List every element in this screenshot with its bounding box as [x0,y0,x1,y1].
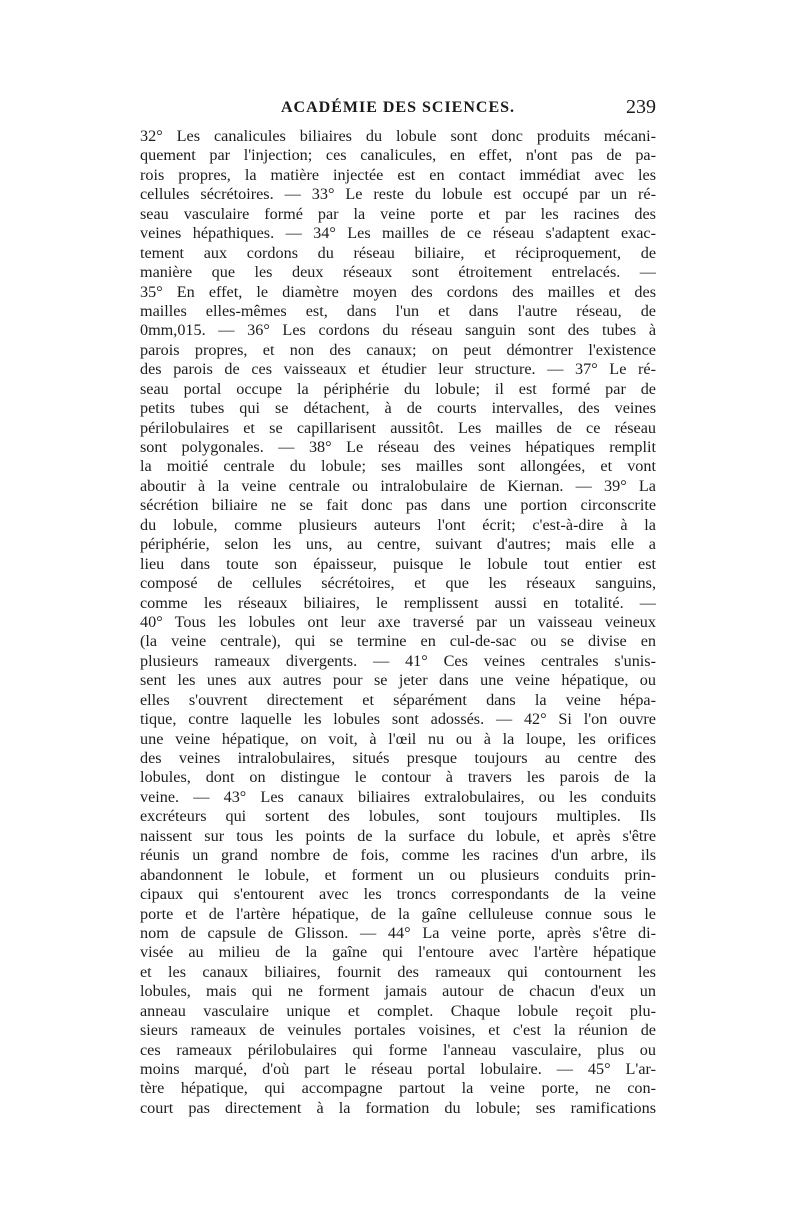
page-number: 239 [626,96,656,118]
page-header [140,96,656,122]
text-line: mailles elles-mêmes est, dans l'un et dans l'autre réseau, de [140,301,656,320]
text-line: cellules sécrétoires. — 33° Le reste du lobule est occupé par un ré- [140,185,656,204]
text-line: excréteurs qui sortent des lobules, sont toujours multiples. Ils [140,807,656,826]
text-line: du lobule, comme plusieurs auteurs l'ont écrit; c'est-à-dire à la [140,515,656,534]
text-line: des veines intralobulaires, situés presque toujours au centre des [140,749,656,767]
text-line: seau vasculaire formé par la veine porte et par les racines des [140,204,656,223]
text-line: veine. — 43° Les canaux biliaires extralobulaires, ou les conduits [140,787,656,806]
text-line: nom de capsule de Glisson. — 44° La veine porte, après s'être di- [140,923,656,942]
text-line: lobules, dont on distingue le contour à travers les parois de la [140,768,656,787]
text-line: abandonnent le lobule, et forment un ou plusieurs conduits prin- [140,865,656,884]
text-line: 0mm,015. — 36° Les cordons du réseau sanguin sont des tubes à [140,321,656,340]
text-line: périlobulaires et se capillarisent aussitôt. Les mailles de ce réseau [140,418,656,437]
text-line: sieurs rameaux de veinules portales voisines, et c'est la réunion de [140,1021,656,1040]
text-line: réunis un grand nombre de fois, comme les racines d'un arbre, ils [140,846,656,865]
text-line: cipaux qui s'entourent avec les troncs correspondants de la veine [140,885,656,904]
text-line: quement par l'injection; ces canalicules, en effet, n'ont pas de pa- [140,146,656,165]
text-line: 40° Tous les lobules ont leur axe traversé par un vaisseau veineux [140,612,656,631]
text-line: aboutir à la veine centrale ou intralobulaire de Kiernan. — 39° La [140,476,656,495]
text-line: sent les unes aux autres pour se jeter dans une veine hépatique, ou [140,671,656,690]
text-line: sécrétion biliaire ne se fait donc pas dans une portion circonscrite [140,496,656,515]
text-line: parois propres, et non des canaux; on peut démontrer l'existence [140,340,656,359]
text-line: la moitié centrale du lobule; ses mailles sont allongées, et vont [140,457,656,476]
text-line: 35° En effet, le diamètre moyen des cordons des mailles et des [140,282,656,301]
text-line: rois propres, la matière injectée est en contact immédiat avec les [140,165,656,184]
text-line: tère hépatique, qui accompagne partout la veine porte, ne con- [140,1079,656,1098]
text-line: tement aux cordons du réseau biliaire, et réciproquement, de [140,243,656,262]
text-line: naissent sur tous les points de la surface du lobule, et après s'être [140,826,656,845]
text-line: plusieurs rameaux divergents. — 41° Ces veines centrales s'unis- [140,651,656,670]
text-line: moins marqué, d'où part le réseau portal lobulaire. — 45° L'ar- [140,1060,656,1078]
body-text [140,127,656,1118]
text-line: des parois de ces vaisseaux et étudier leur structure. — 37° Le ré- [140,360,656,379]
text-line: 32° Les canalicules biliaires du lobule sont donc produits mécani- [140,127,656,145]
text-line: une veine hépatique, on voit, à l'œil nu ou à la loupe, les orifices [140,729,656,748]
text-line: tique, contre laquelle les lobules sont adossés. — 42° Si l'on ouvre [140,710,656,729]
text-line: ces rameaux périlobulaires qui forme l'anneau vasculaire, plus ou [140,1040,656,1059]
text-line: petits tubes qui se détachent, à de courts intervalles, des veines [140,399,656,418]
text-line: et les canaux biliaires, fournit des rameaux qui contournent les [140,962,656,981]
running-title: ACADÉMIE DES SCIENCES. [280,99,516,116]
text-line: manière que les deux réseaux sont étroitement entrelacés. — [140,263,656,282]
text-line: comme les réseaux biliaires, le remplissent aussi en totalité. — [140,593,656,612]
text-line: sont polygonales. — 38° Le réseau des veines hépatiques remplit [140,438,656,456]
text-line: lobules, mais qui ne forment jamais autour de chacun d'eux un [140,982,656,1001]
text-line: composé de cellules sécrétoires, et que les réseaux sanguins, [140,574,656,593]
text-line: visée au milieu de la gaîne qui l'entoure avec l'artère hépatique [140,943,656,962]
text-line: elles s'ouvrent directement et séparément dans la veine hépa- [140,690,656,709]
text-line: périphérie, selon les uns, au centre, suivant d'autres; mais elle a [140,535,656,554]
text-line: (la veine centrale), qui se termine en cul-de-sac ou se divise en [140,632,656,651]
text-line: veines hépathiques. — 34° Les mailles de ce réseau s'adaptent exac- [140,224,656,243]
text-line: anneau vasculaire unique et complet. Chaque lobule reçoit plu- [140,1001,656,1020]
text-line: seau portal occupe la périphérie du lobule; il est formé par de [140,379,656,398]
text-line: porte et de l'artère hépatique, de la gaîne celluleuse connue sous le [140,904,656,923]
text-line: lieu dans toute son épaisseur, puisque le lobule tout entier est [140,554,656,573]
text-line: court pas directement à la formation du lobule; ses ramifications [140,1098,656,1117]
